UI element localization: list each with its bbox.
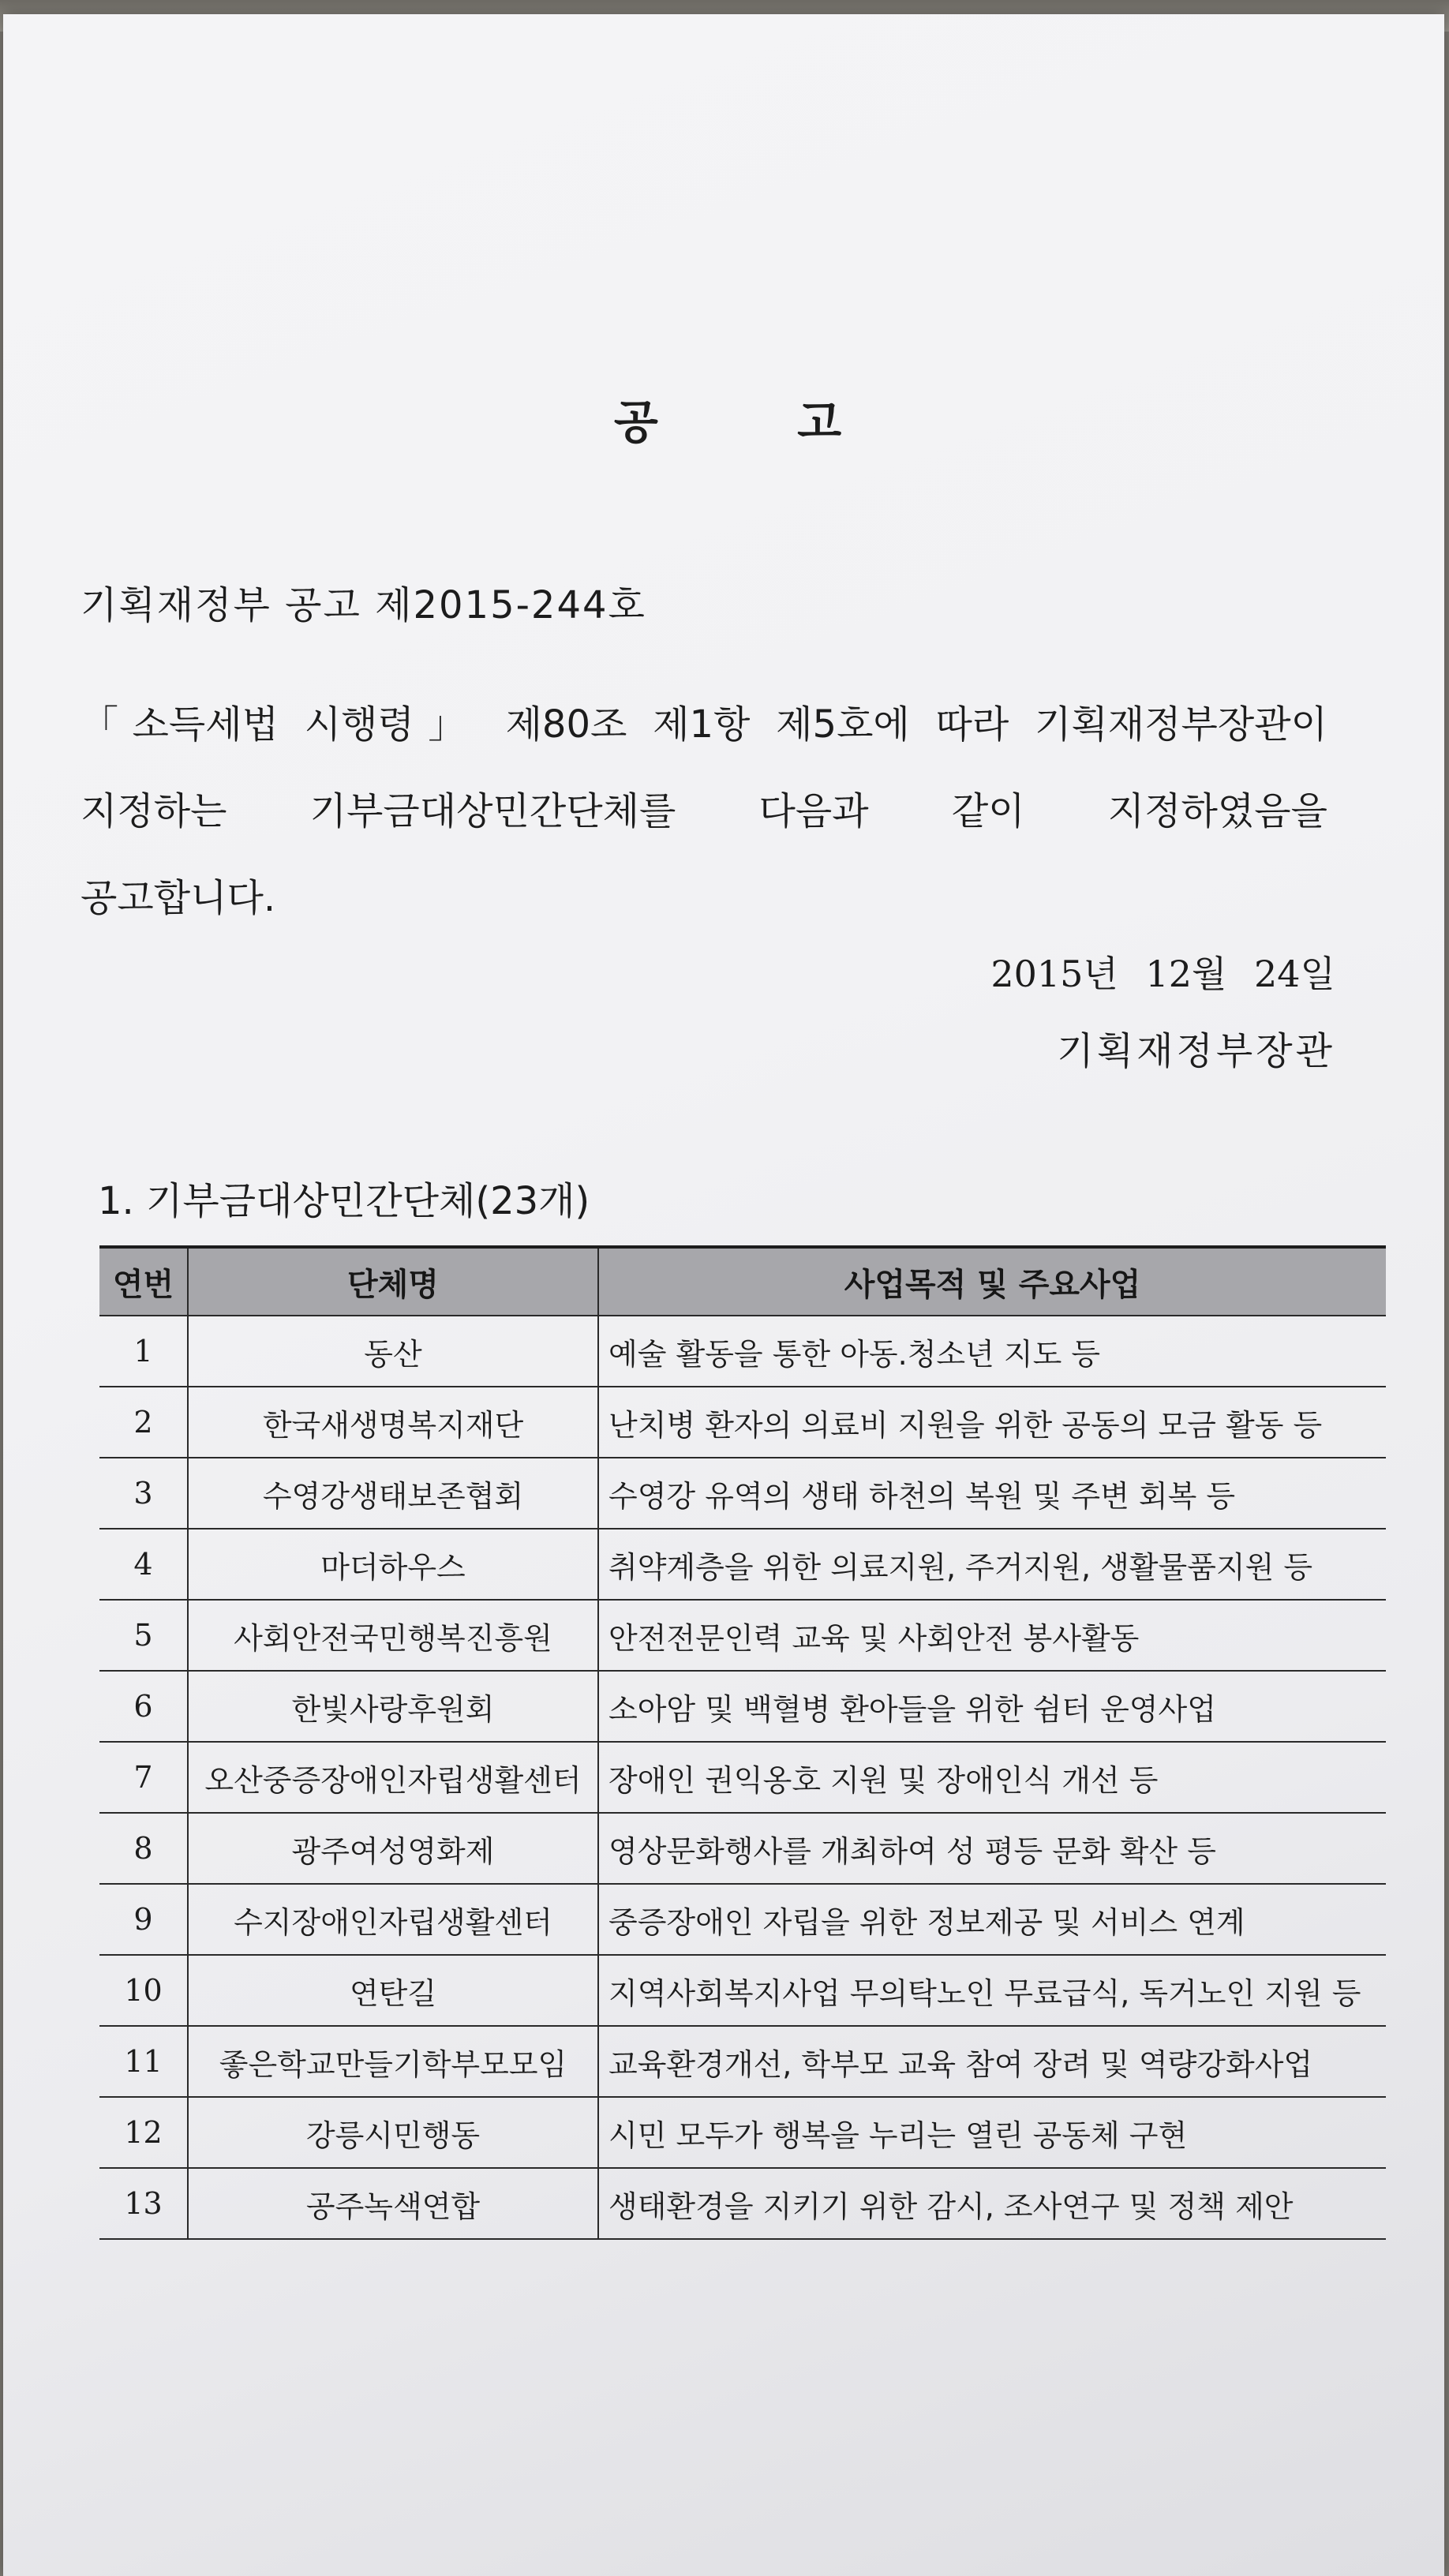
row-number: 6 bbox=[99, 1671, 188, 1742]
notice-body-line-2: 지정하는 기부금대상민간단체를 다음과 같이 지정하였음을 bbox=[80, 789, 1327, 833]
organization-purpose: 장애인 권익옹호 지원 및 장애인식 개선 등 bbox=[598, 1742, 1386, 1813]
table-row bbox=[99, 1671, 1386, 1742]
organization-name: 공주녹색연합 bbox=[188, 2168, 598, 2239]
header-name: 단체명 bbox=[188, 1247, 598, 1316]
table-row bbox=[99, 1316, 1386, 1387]
table-row bbox=[99, 1813, 1386, 1884]
section-heading: 1. 기부금대상민간단체(23개) bbox=[98, 1179, 590, 1223]
organization-name: 좋은학교만들기학부모모임 bbox=[188, 2026, 598, 2097]
notice-body bbox=[80, 681, 1327, 942]
row-number: 2 bbox=[99, 1387, 188, 1458]
row-number: 13 bbox=[99, 2168, 188, 2239]
header-purpose: 사업목적 및 주요사업 bbox=[598, 1247, 1386, 1316]
table-row bbox=[99, 1387, 1386, 1458]
table-row bbox=[99, 2026, 1386, 2097]
organization-table bbox=[99, 1245, 1386, 2240]
table-row bbox=[99, 1529, 1386, 1600]
row-number: 10 bbox=[99, 1955, 188, 2026]
organization-purpose: 중증장애인 자립을 위한 정보제공 및 서비스 연계 bbox=[598, 1884, 1386, 1955]
paper-document bbox=[3, 14, 1444, 2576]
organization-name: 동산 bbox=[188, 1316, 598, 1387]
table-row bbox=[99, 2097, 1386, 2168]
row-number: 12 bbox=[99, 2097, 188, 2168]
organization-name: 한국새생명복지재단 bbox=[188, 1387, 598, 1458]
notice-body-line-3: 공고합니다. bbox=[80, 876, 276, 920]
table-row bbox=[99, 1600, 1386, 1671]
table-row bbox=[99, 2168, 1386, 2239]
organization-purpose: 예술 활동을 통한 아동.청소년 지도 등 bbox=[598, 1316, 1386, 1387]
row-number: 8 bbox=[99, 1813, 188, 1884]
table-row bbox=[99, 1742, 1386, 1813]
row-number: 3 bbox=[99, 1458, 188, 1529]
organization-name: 한빛사랑후원회 bbox=[188, 1671, 598, 1742]
organization-name: 연탄길 bbox=[188, 1955, 598, 2026]
organization-purpose: 안전전문인력 교육 및 사회안전 봉사활동 bbox=[598, 1600, 1386, 1671]
organization-purpose: 지역사회복지사업 무의탁노인 무료급식, 독거노인 지원 등 bbox=[598, 1955, 1386, 2026]
notice-body-line-1: 「소득세법 시행령」 제80조 제1항 제5호에 따라 기획재정부장관이 bbox=[80, 702, 1327, 747]
header-number: 연번 bbox=[99, 1247, 188, 1316]
organization-purpose: 취약계층을 위한 의료지원, 주거지원, 생활물품지원 등 bbox=[598, 1529, 1386, 1600]
organization-purpose: 생태환경을 지키기 위한 감시, 조사연구 및 정책 제안 bbox=[598, 2168, 1386, 2239]
organization-name: 강릉시민행동 bbox=[188, 2097, 598, 2168]
table-row bbox=[99, 1458, 1386, 1529]
row-number: 4 bbox=[99, 1529, 188, 1600]
row-number: 5 bbox=[99, 1600, 188, 1671]
table-header-row bbox=[99, 1247, 1386, 1316]
notice-date: 2015년 12월 24일 bbox=[990, 953, 1335, 995]
organization-name: 수지장애인자립생활센터 bbox=[188, 1884, 598, 1955]
row-number: 7 bbox=[99, 1742, 188, 1813]
organization-name: 사회안전국민행복진흥원 bbox=[188, 1600, 598, 1671]
signer: 기획재정부장관 bbox=[1057, 1029, 1335, 1073]
organization-name: 마더하우스 bbox=[188, 1529, 598, 1600]
row-number: 1 bbox=[99, 1316, 188, 1387]
row-number: 9 bbox=[99, 1884, 188, 1955]
organization-purpose: 교육환경개선, 학부모 교육 참여 장려 및 역량강화사업 bbox=[598, 2026, 1386, 2097]
organization-purpose: 난치병 환자의 의료비 지원을 위한 공동의 모금 활동 등 bbox=[598, 1387, 1386, 1458]
row-number: 11 bbox=[99, 2026, 188, 2097]
organization-name: 광주여성영화제 bbox=[188, 1813, 598, 1884]
organization-purpose: 수영강 유역의 생태 하천의 복원 및 주변 회복 등 bbox=[598, 1458, 1386, 1529]
organization-name: 수영강생태보존협회 bbox=[188, 1458, 598, 1529]
document-title: 공 고 bbox=[613, 395, 904, 449]
table-row bbox=[99, 1884, 1386, 1955]
organization-name: 오산중증장애인자립생활센터 bbox=[188, 1742, 598, 1813]
organization-purpose: 영상문화행사를 개최하여 성 평등 문화 확산 등 bbox=[598, 1813, 1386, 1884]
organization-purpose: 시민 모두가 행복을 누리는 열린 공동체 구현 bbox=[598, 2097, 1386, 2168]
notice-number: 기획재정부 공고 제2015-244호 bbox=[80, 583, 646, 627]
table-row bbox=[99, 1955, 1386, 2026]
organization-purpose: 소아암 및 백혈병 환아들을 위한 쉼터 운영사업 bbox=[598, 1671, 1386, 1742]
